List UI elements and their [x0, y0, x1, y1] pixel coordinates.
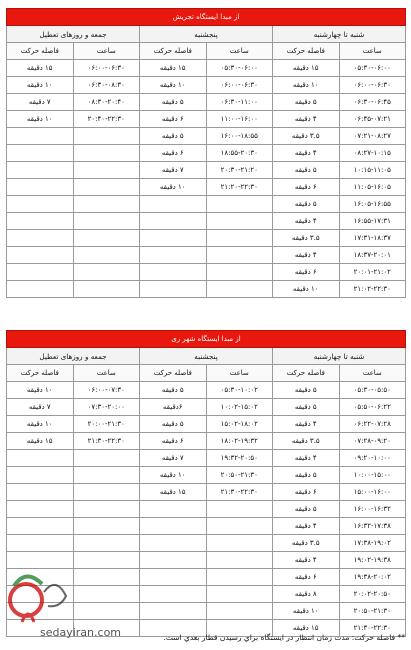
time-range-cell: ۰۵:۳۰-۰۶:۰۰ — [206, 60, 273, 77]
interval-cell — [140, 518, 207, 535]
interval-cell — [7, 484, 74, 501]
time-range-cell — [73, 518, 140, 535]
time-range-cell — [206, 264, 273, 281]
interval-cell: ۴ دقیقه — [273, 145, 340, 162]
time-range-cell: ۰۷:۳۰-۲۰:۰۰ — [73, 399, 140, 416]
time-range-cell: ۱۶:۰۰-۱۸:۵۵ — [206, 128, 273, 145]
time-range-cell: ۲۱:۳۰-۲۲:۳۰ — [339, 620, 406, 637]
interval-cell: ۱۰ دقیقه — [140, 77, 207, 94]
table-row — [7, 213, 406, 230]
time-range-cell: ۱۸:۵۵-۲۰:۳۰ — [206, 145, 273, 162]
time-range-cell: ۲۰:۰۱-۲۱:۰۲ — [339, 264, 406, 281]
table-row — [7, 399, 406, 416]
time-range-cell: ۰۶:۴۵-۰۷:۲۱ — [339, 111, 406, 128]
interval-cell: ۱۵ دقیقه — [273, 620, 340, 637]
time-range-cell: ۱۷:۳۸-۱۹:۰۲ — [339, 535, 406, 552]
interval-cell: ۳.۵ دقیقه — [273, 433, 340, 450]
column-header-interval: فاصله حرکت — [7, 365, 74, 382]
interval-cell — [7, 145, 74, 162]
interval-cell: ۶ دقیقه — [273, 264, 340, 281]
interval-cell — [7, 230, 74, 247]
time-range-cell: ۲۰:۵۰-۲۱:۳۰ — [206, 467, 273, 484]
time-range-cell: ۱۶:۳۲-۱۷:۳۸ — [339, 518, 406, 535]
time-range-cell — [206, 518, 273, 535]
interval-cell: ۱۰ دقیقه — [7, 416, 74, 433]
interval-cell: ۵ دقیقه — [273, 382, 340, 399]
table-title: از مبدا ایستگاه تجریش — [7, 9, 406, 26]
time-range-cell: ۰۸:۳۰-۲۰:۴۰ — [73, 94, 140, 111]
interval-cell: ۴ دقیقه — [273, 552, 340, 569]
time-range-cell: ۰۵:۳۰-۰۶:۰۰ — [339, 60, 406, 77]
time-range-cell: ۱۱:۰۵-۱۶:۰۵ — [339, 179, 406, 196]
time-range-cell: ۱۹:۳۸-۲۰:۰۲ — [339, 569, 406, 586]
interval-cell — [140, 552, 207, 569]
interval-cell: ۴ دقیقه — [273, 450, 340, 467]
time-range-cell — [206, 535, 273, 552]
time-range-cell — [73, 230, 140, 247]
time-range-cell — [73, 196, 140, 213]
time-range-cell: ۰۶:۰۰-۰۶:۳۰ — [339, 77, 406, 94]
interval-cell: ۴ دقیقه — [273, 111, 340, 128]
interval-cell — [7, 179, 74, 196]
time-range-cell: ۱۶:۰۰-۱۶:۳۲ — [339, 501, 406, 518]
interval-cell — [7, 518, 74, 535]
interval-cell: ۱۵ دقیقه — [140, 484, 207, 501]
interval-cell — [7, 162, 74, 179]
interval-cell: ۵ دقیقه — [273, 467, 340, 484]
time-range-cell — [73, 467, 140, 484]
time-range-cell — [206, 552, 273, 569]
time-range-cell — [206, 501, 273, 518]
table-row — [7, 382, 406, 399]
interval-cell — [140, 247, 207, 264]
interval-cell: ۵ دقیقه — [140, 416, 207, 433]
time-range-cell: ۰۹:۲۰-۱۰:۰۰ — [339, 450, 406, 467]
column-header-interval: فاصله حرکت — [273, 43, 340, 60]
table-row — [7, 94, 406, 111]
interval-cell: ۵ دقیقه — [273, 196, 340, 213]
schedule-table-tajrish — [6, 8, 406, 298]
interval-cell: ۶ دقیقه — [140, 111, 207, 128]
interval-cell — [140, 569, 207, 586]
time-range-cell — [73, 162, 140, 179]
time-range-cell: ۱۷:۳۱-۱۸:۳۷ — [339, 230, 406, 247]
interval-cell: ۴ دقیقه — [273, 247, 340, 264]
time-range-cell: ۲۱:۰۲-۲۲:۳۰ — [339, 281, 406, 298]
table-row — [7, 60, 406, 77]
interval-cell — [7, 535, 74, 552]
interval-cell: ۶ دقیقه — [140, 145, 207, 162]
interval-cell: ۱۰ دقیقه — [140, 179, 207, 196]
time-range-cell — [73, 501, 140, 518]
interval-cell: ۶دقیقه — [140, 399, 207, 416]
interval-cell: ۶ دقیقه — [140, 433, 207, 450]
time-range-cell: ۲۰:۵۰-۲۱:۳۰ — [339, 603, 406, 620]
column-header-interval: فاصله حرکت — [140, 43, 207, 60]
interval-cell: ۱۵ دقیقه — [7, 433, 74, 450]
interval-cell: ۸ دقیقه — [273, 586, 340, 603]
time-range-cell: ۰۶:۰۰-۰۶:۳۰ — [206, 77, 273, 94]
time-range-cell — [73, 128, 140, 145]
interval-cell — [7, 128, 74, 145]
interval-cell: ۵ دقیقه — [140, 128, 207, 145]
time-range-cell: ۱۰:۰۲-۱۵:۰۲ — [206, 399, 273, 416]
interval-cell: ۶ دقیقه — [273, 484, 340, 501]
time-range-cell: ۲۰:۳۰-۲۱:۲۰ — [206, 162, 273, 179]
table-row — [7, 230, 406, 247]
interval-cell — [140, 281, 207, 298]
day-group-header: جمعه و روزهای تعطیل — [7, 26, 140, 43]
time-range-cell: ۰۸:۲۷-۱۰:۱۵ — [339, 145, 406, 162]
interval-cell: ۱۵ دقیقه — [140, 60, 207, 77]
time-range-cell — [73, 145, 140, 162]
table-row — [7, 196, 406, 213]
interval-cell — [7, 196, 74, 213]
interval-cell: ۷ دقیقه — [140, 450, 207, 467]
column-header-interval: فاصله حرکت — [273, 365, 340, 382]
time-range-cell: ۲۱:۳۰-۲۲:۳۰ — [73, 433, 140, 450]
table-row — [7, 77, 406, 94]
table-row — [7, 467, 406, 484]
table-row — [7, 484, 406, 501]
interval-cell: ۱۰ دقیقه — [273, 603, 340, 620]
time-range-cell — [206, 603, 273, 620]
table-row — [7, 433, 406, 450]
table-row — [7, 145, 406, 162]
interval-cell — [140, 230, 207, 247]
time-range-cell: ۱۹:۳۲-۲۰:۵۰ — [206, 450, 273, 467]
table-row — [7, 281, 406, 298]
time-range-cell: ۰۷:۲۱-۰۸:۲۷ — [339, 128, 406, 145]
interval-cell: ۱۵ دقیقه — [7, 60, 74, 77]
table-title: از مبدا ایستگاه شهر ری — [7, 331, 406, 348]
time-range-cell — [206, 586, 273, 603]
interval-cell — [140, 535, 207, 552]
table-row — [7, 179, 406, 196]
time-range-cell — [206, 247, 273, 264]
time-range-cell — [73, 264, 140, 281]
column-header-time: ساعت — [73, 365, 140, 382]
time-range-cell: ۰۵:۵۰-۰۶:۲۲ — [339, 399, 406, 416]
table-row — [7, 450, 406, 467]
time-range-cell: ۱۶:۰۵-۱۶:۵۵ — [339, 196, 406, 213]
interval-cell: ۴ دقیقه — [273, 518, 340, 535]
time-range-cell — [73, 213, 140, 230]
time-range-cell — [206, 213, 273, 230]
time-range-cell: ۲۰:۰۲-۲۰:۵۰ — [339, 586, 406, 603]
column-header-time: ساعت — [73, 43, 140, 60]
time-range-cell: ۱۸:۰۲-۱۹:۳۲ — [206, 433, 273, 450]
column-header-time: ساعت — [206, 365, 273, 382]
table-row — [7, 416, 406, 433]
day-group-header: شنبه تا چهارشنبه — [273, 26, 406, 43]
interval-cell — [140, 501, 207, 518]
day-group-header: پنجشنبه — [140, 348, 273, 365]
time-range-cell: ۱۸:۳۷-۲۰:۰۱ — [339, 247, 406, 264]
time-range-cell — [73, 179, 140, 196]
interval-cell: ۱۵ دقیقه — [273, 60, 340, 77]
table-row — [7, 264, 406, 281]
interval-cell — [140, 586, 207, 603]
interval-cell: ۵ دقیقه — [273, 399, 340, 416]
time-range-cell: ۱۱:۰۰-۱۶:۰۰ — [206, 111, 273, 128]
watermark-text: sedayiran.com — [40, 626, 122, 639]
interval-cell — [7, 247, 74, 264]
interval-cell: ۳.۵ دقیقه — [273, 230, 340, 247]
day-group-header: جمعه و روزهای تعطیل — [7, 348, 140, 365]
time-range-cell: ۲۰:۰۰-۲۱:۳۰ — [73, 416, 140, 433]
interval-cell — [7, 450, 74, 467]
time-range-cell: ۰۵:۳۰-۱۰:۰۲ — [206, 382, 273, 399]
table-row — [7, 162, 406, 179]
interval-cell — [7, 467, 74, 484]
interval-cell: ۴ دقیقه — [273, 416, 340, 433]
table-row — [7, 501, 406, 518]
time-range-cell: ۱۰:۱۵-۱۱:۰۵ — [339, 162, 406, 179]
time-range-cell: ۰۶:۰۰-۰۶:۳۰ — [73, 60, 140, 77]
time-range-cell — [73, 535, 140, 552]
time-range-cell: ۲۱:۳۰-۲۲:۳۰ — [206, 484, 273, 501]
time-range-cell: ۱۶:۵۵-۱۷:۳۱ — [339, 213, 406, 230]
interval-cell: ۱۰ دقیقه — [273, 281, 340, 298]
time-range-cell: ۰۶:۳۰-۰۶:۴۵ — [339, 94, 406, 111]
time-range-cell: ۱۹:۰۲-۱۹:۳۸ — [339, 552, 406, 569]
time-range-cell: ۰۵:۳۰-۰۵:۵۰ — [339, 382, 406, 399]
table-row — [7, 535, 406, 552]
column-header-interval: فاصله حرکت — [7, 43, 74, 60]
time-range-cell — [73, 484, 140, 501]
interval-cell — [140, 196, 207, 213]
interval-cell — [7, 213, 74, 230]
time-range-cell: ۱۵:۰۲-۱۸:۰۲ — [206, 416, 273, 433]
time-range-cell: ۰۶:۰۰-۰۷:۳۰ — [73, 382, 140, 399]
interval-cell: ۵ دقیقه — [140, 94, 207, 111]
interval-cell — [7, 264, 74, 281]
interval-cell: ۴ دقیقه — [273, 213, 340, 230]
interval-cell: ۷ دقیقه — [7, 94, 74, 111]
time-range-cell: ۲۰:۴۰-۲۲:۳۰ — [73, 111, 140, 128]
interval-cell — [7, 501, 74, 518]
footnote: ** فاصله حرکت: مدت زمان انتظار در ایستگاه براي رسیدن قطار بعدي است. — [163, 633, 405, 642]
interval-cell: ۵ دقیقه — [273, 94, 340, 111]
day-group-header: پنجشنبه — [140, 26, 273, 43]
time-range-cell: ۱۵:۰۰-۱۶:۰۰ — [339, 484, 406, 501]
interval-cell — [140, 603, 207, 620]
interval-cell — [140, 213, 207, 230]
interval-cell: ۱۰ دقیقه — [7, 77, 74, 94]
column-header-time: ساعت — [339, 43, 406, 60]
interval-cell: ۶ دقیقه — [273, 179, 340, 196]
time-range-cell — [73, 281, 140, 298]
time-range-cell — [73, 450, 140, 467]
time-range-cell — [206, 196, 273, 213]
time-range-cell: ۰۶:۲۲-۰۷:۲۸ — [339, 416, 406, 433]
column-header-time: ساعت — [339, 365, 406, 382]
interval-cell — [7, 281, 74, 298]
time-range-cell: ۲۱:۲۰-۲۲:۳۰ — [206, 179, 273, 196]
time-range-cell: ۱۰:۰۰-۱۵:۰۰ — [339, 467, 406, 484]
interval-cell: ۷ دقیقه — [7, 399, 74, 416]
time-range-cell — [206, 230, 273, 247]
column-header-interval: فاصله حرکت — [140, 365, 207, 382]
interval-cell: ۱۰ دقیقه — [273, 77, 340, 94]
interval-cell: ۱۰ دقیقه — [140, 467, 207, 484]
time-range-cell: ۰۶:۳۰-۰۸:۳۰ — [73, 77, 140, 94]
interval-cell: ۳.۵ دقیقه — [273, 535, 340, 552]
interval-cell: ۳.۵ دقیقه — [273, 128, 340, 145]
table-row — [7, 518, 406, 535]
time-range-cell — [206, 569, 273, 586]
interval-cell: ۵ دقیقه — [140, 382, 207, 399]
interval-cell: ۱۰ دقیقه — [7, 382, 74, 399]
interval-cell: ۵ دقیقه — [273, 162, 340, 179]
table-row — [7, 247, 406, 264]
table-row — [7, 111, 406, 128]
column-header-time: ساعت — [206, 43, 273, 60]
time-range-cell — [206, 281, 273, 298]
interval-cell: ۷ دقیقه — [140, 162, 207, 179]
interval-cell: ۵ دقیقه — [273, 501, 340, 518]
time-range-cell: ۰۷:۲۸-۰۹:۲۰ — [339, 433, 406, 450]
interval-cell — [140, 264, 207, 281]
interval-cell: ۱۰ دقیقه — [7, 111, 74, 128]
table-row — [7, 128, 406, 145]
time-range-cell: ۰۶:۳۰-۱۱:۰۰ — [206, 94, 273, 111]
day-group-header: شنبه تا چهارشنبه — [273, 348, 406, 365]
time-range-cell — [73, 247, 140, 264]
interval-cell: ۶ دقیقه — [273, 569, 340, 586]
